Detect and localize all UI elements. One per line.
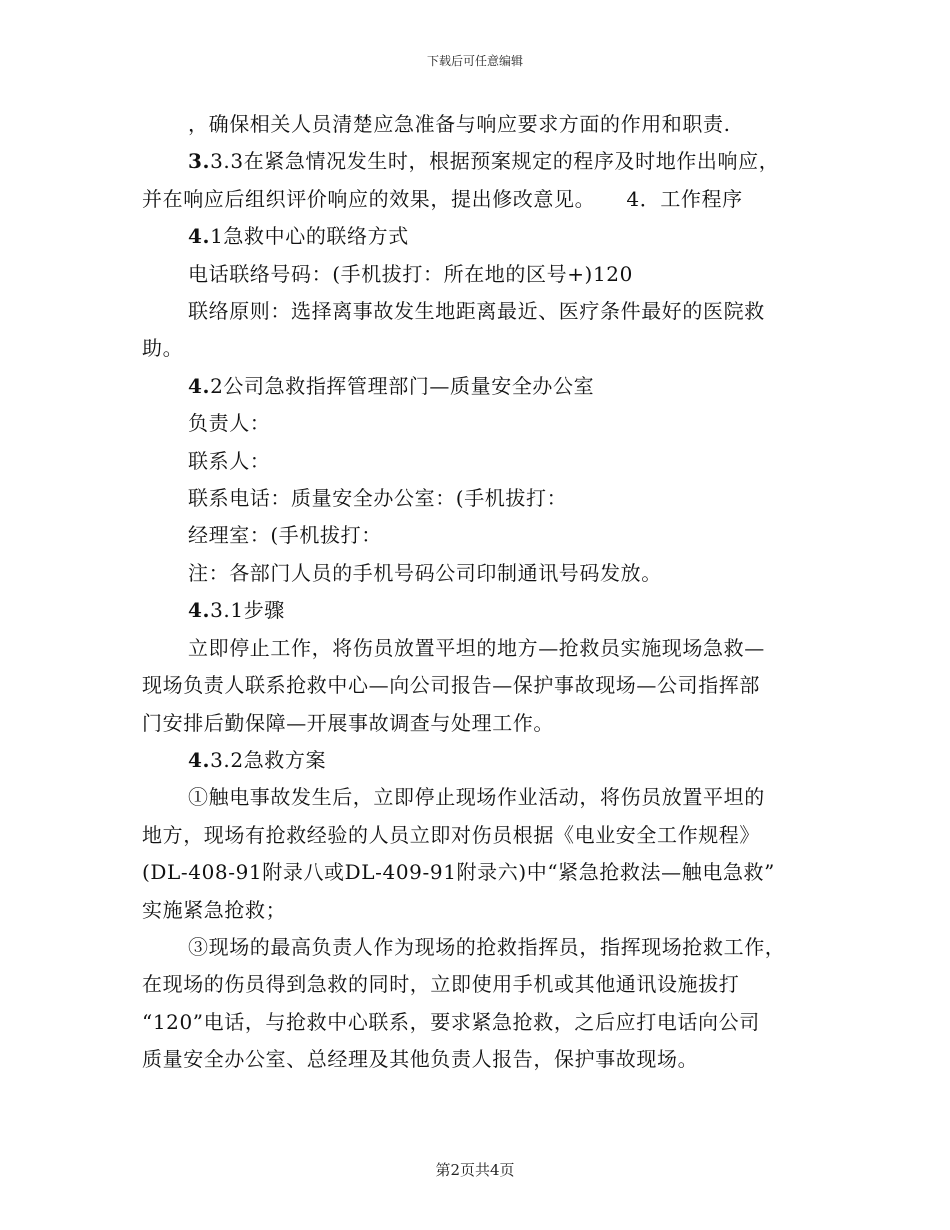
line-text: 经理室：(手机拔打： (188, 523, 382, 548)
line-text: 门安排后勤保障—开展事故调查与处理工作。 (142, 710, 554, 735)
line-text: 现场负责人联系抢救中心—向公司报告—保护事故现场—公司指挥部 (142, 673, 760, 698)
line-text: 地方，现场有抢救经验的人员立即对伤员根据《电业安全工作规程》 (142, 822, 760, 847)
line-text: 实施紧急抢救； (142, 897, 287, 922)
line-text: 联系人： (188, 448, 271, 473)
line-text: 并在响应后组织评价响应的效果，提出修改意见。 4．工作程序 (142, 186, 743, 211)
text-line (142, 218, 812, 255)
line-text: 联系电话：质量安全办公室：(手机拔打： (188, 486, 568, 511)
line-text: 助。 (142, 336, 184, 361)
text-line (142, 667, 812, 704)
section-number: 4. (188, 598, 211, 623)
text-line (142, 480, 812, 517)
line-text: 1急救中心的联络方式 (210, 224, 409, 249)
text-line (142, 443, 812, 480)
line-text: 3.1步骤 (210, 598, 285, 623)
text-line (142, 293, 812, 330)
text-line (142, 368, 812, 405)
line-text: 质量安全办公室、总经理及其他负责人报告，保护事故现场。 (142, 1047, 699, 1072)
text-line (142, 106, 812, 143)
text-line (142, 742, 812, 779)
line-text: “120”电话，与抢救中心联系，要求紧急抢救，之后应打电话向公司 (142, 1009, 760, 1034)
text-line (142, 517, 812, 554)
line-text: 负责人： (188, 411, 271, 436)
text-line (142, 330, 812, 367)
line-text: 电话联络号码：(手机拔打：所在地的区号+)120 (188, 261, 633, 286)
text-line (142, 854, 812, 891)
text-line (142, 892, 812, 929)
page-header: 下载后可任意编辑 (426, 54, 523, 68)
text-line (142, 929, 812, 966)
text-line (142, 181, 812, 218)
text-line (142, 817, 812, 854)
line-text: (DL-408-91附录八或DL-409-91附录六)中“紧急抢救法—触电急救” (142, 860, 775, 885)
section-number: 4. (188, 373, 211, 398)
document-body (142, 106, 812, 1079)
text-line (142, 143, 812, 180)
section-number: 4. (188, 747, 211, 772)
line-text: 在现场的伤员得到急救的同时，立即使用手机或其他通讯设施拔打 (142, 972, 740, 997)
line-text: ①触电事故发生后，立即停止现场作业活动，将伤员放置平坦的 (188, 785, 765, 810)
text-line (142, 405, 812, 442)
section-number: 3. (188, 149, 211, 174)
line-text: 3.3在紧急情况发生时，根据预案规定的程序及时地作出响应， (210, 149, 780, 174)
line-text: 注：各部门人员的手机号码公司印制通讯号码发放。 (188, 560, 662, 585)
text-line (142, 630, 812, 667)
section-number: 4. (188, 224, 211, 249)
text-line (142, 256, 812, 293)
line-text: 联络原则：选择离事故发生地距离最近、医疗条件最好的医院救 (188, 299, 765, 324)
line-text: 立即停止工作，将伤员放置平坦的地方—抢救员实施现场急救— (188, 635, 765, 660)
text-line (142, 1041, 812, 1078)
line-text: 2公司急救指挥管理部门—质量安全办公室 (210, 373, 595, 398)
line-text: ③现场的最高负责人作为现场的抢救指挥员，指挥现场抢救工作， (188, 934, 786, 959)
text-line (142, 966, 812, 1003)
line-text: ，确保相关人员清楚应急准备与响应要求方面的作用和职责. (188, 112, 731, 136)
text-line (142, 705, 812, 742)
text-line (142, 1004, 812, 1041)
text-line (142, 592, 812, 629)
text-line (142, 555, 812, 592)
page-footer: 第2页共4页 (435, 1161, 515, 1179)
line-text: 3.2急救方案 (210, 747, 327, 772)
text-line (142, 779, 812, 816)
